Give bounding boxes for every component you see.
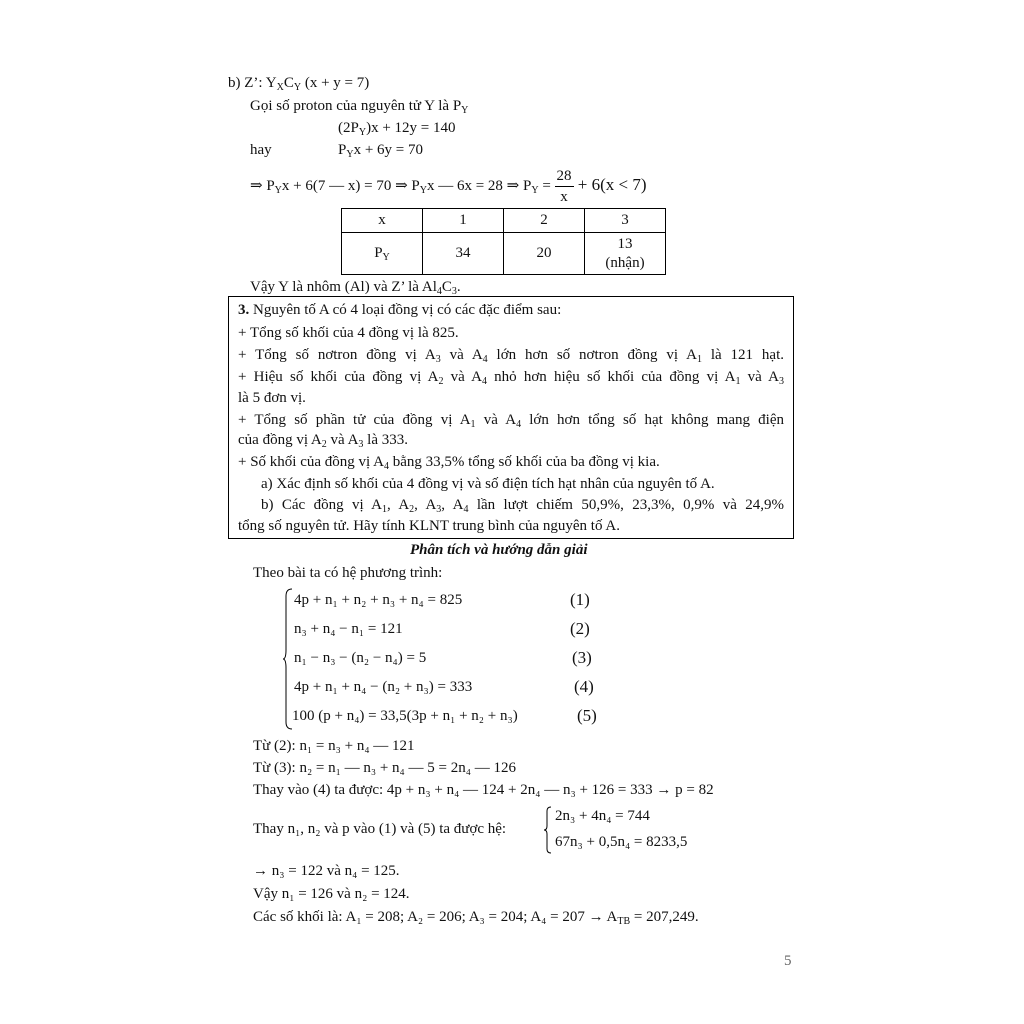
text: x — 6x = 28 ⇒ P — [426, 178, 532, 194]
condition-4-cont — [238, 430, 408, 450]
problem-intro — [238, 300, 561, 320]
derivation-chain — [250, 164, 647, 207]
step-3: Thay vào (4) ta được: 4p + n₃ + n₄ — 124 + 2n₄ — n₃ + 126 = 333 → p = 82 — [253, 782, 714, 798]
subscript: Y — [358, 127, 367, 138]
text: bằng 33,5% tổng số khối của ba đồng vị kia. — [388, 454, 660, 470]
text: (2P — [338, 120, 359, 136]
formula-text: C — [283, 75, 294, 91]
subscript: 2 — [409, 504, 415, 515]
step-7 — [253, 907, 699, 927]
system-eq-3: n₁ − n₃ − (n₂ − n₄) = 5 — [294, 650, 427, 666]
subscript: X — [276, 82, 284, 93]
proton-statement — [250, 96, 468, 116]
text: + Tổng số phần tử của đồng vị A — [238, 412, 471, 428]
text: của đồng vị A — [238, 432, 322, 448]
equation-2 — [338, 140, 423, 160]
text: là 333. — [363, 432, 408, 448]
table-cell: 20 — [504, 233, 585, 275]
text: + 6(x < 7) — [573, 175, 647, 194]
formula-text: Z’: Y — [244, 75, 277, 91]
step-2: Từ (3): n₂ = n₁ — n₃ + n₄ — 5 = 2n₄ — 126 — [253, 760, 516, 776]
denominator: x — [560, 189, 568, 206]
text: Nguyên tố A có 4 loại đồng vị có các đặc điểm sau: — [249, 302, 562, 318]
text: và A — [326, 432, 359, 448]
text: lớn hơn tổng số hạt không mang điện — [521, 412, 784, 428]
hay-label: hay — [250, 142, 272, 158]
subscript: 3 — [436, 504, 442, 515]
system-eq-1: 4p + n₁ + n₂ + n₃ + n₄ = 825 — [294, 592, 463, 608]
step-4: Thay n₁, n₂ và p vào (1) và (5) ta được hệ: — [253, 821, 507, 837]
eq-number-3: (3) — [572, 648, 592, 667]
subscript: 3 — [358, 439, 364, 450]
problem-number: 3. — [238, 302, 250, 318]
text: lần lượt chiếm 50,9%, 23,3%, 0,9% và 24,9% — [468, 497, 784, 513]
text: Các số khối là: A₁ = 208; A₂ = 206; A₃ = 204; A₄ = 207 → A — [253, 909, 618, 925]
text: + Tổng số nơtron đồng vị A — [238, 347, 436, 363]
text: Vậy Y là nhôm (Al) và Z’ là Al — [250, 279, 437, 295]
text: nhỏ hơn hiệu số khối của đồng vị A — [486, 369, 736, 385]
subscript: Y — [461, 105, 469, 116]
conclusion — [250, 277, 461, 297]
condition-1: + Tổng số khối của 4 đồng vị là 825. — [238, 325, 459, 341]
condition-5 — [238, 452, 660, 472]
table-cell: 34 — [423, 233, 504, 275]
condition-4 — [238, 410, 784, 430]
text: (nhận) — [605, 254, 645, 271]
subscript: Y — [419, 185, 427, 196]
system-eq-2: n₃ + n₄ − n₁ = 121 — [294, 621, 403, 637]
subscript: 4 — [481, 376, 487, 387]
text: và A — [440, 347, 483, 363]
solution-heading: Phân tích và hướng dẫn giải — [410, 542, 588, 558]
subscript: 4 — [516, 419, 522, 430]
text: ⇒ P — [250, 178, 275, 194]
text: và A — [443, 369, 482, 385]
text: , A — [414, 497, 437, 513]
text: P — [338, 142, 347, 158]
step-6: Vậy n₁ = 126 và n₂ = 124. — [253, 886, 410, 902]
text: và A — [475, 412, 517, 428]
fraction — [555, 166, 574, 207]
eq-number-5: (5) — [577, 706, 597, 725]
subscript: 2 — [438, 376, 444, 387]
text: = — [538, 178, 555, 194]
problem-3-box — [228, 296, 794, 539]
text: , A — [441, 497, 464, 513]
text: + Hiệu số khối của đồng vị A — [238, 369, 439, 385]
system-eq-4: 4p + n₁ + n₄ − (n₂ + n₃) = 333 — [294, 679, 473, 695]
text: 13 — [617, 235, 633, 252]
table-header-cell: 2 — [504, 209, 585, 233]
subscript: 3 — [778, 376, 784, 387]
subscript: 1 — [470, 419, 476, 430]
text: )x + 12y = 140 — [366, 120, 456, 136]
subscript: 4 — [463, 504, 469, 515]
system-eq-5: 100 (p + n₄) = 33,5(3p + n₁ + n₂ + n₃) — [292, 708, 518, 724]
section-b-header — [228, 73, 369, 93]
numerator: 28 — [555, 166, 574, 187]
step-1: Từ (2): n₁ = n₃ + n₄ — 121 — [253, 738, 415, 754]
condition-3-cont: là 5 đơn vị. — [238, 390, 306, 406]
subscript: Y — [293, 82, 302, 93]
table-header-cell: 3 — [585, 209, 666, 233]
subscript: Y — [274, 185, 282, 196]
text: lớn hơn số nơtron đồng vị A — [487, 347, 697, 363]
subscript: Y — [346, 149, 354, 160]
condition-3 — [238, 367, 784, 387]
text: P — [374, 245, 383, 261]
subscript: 1 — [735, 376, 741, 387]
eq-number-2: (2) — [570, 619, 590, 638]
table-header-cell: 1 — [423, 209, 504, 233]
text: x + 6(7 — x) = 70 ⇒ P — [281, 178, 420, 194]
eq-number-4: (4) — [574, 677, 594, 696]
table-cell — [342, 233, 423, 275]
proton-table — [341, 208, 666, 275]
text: x + 6y = 70 — [353, 142, 423, 158]
subscript: 3 — [435, 354, 441, 365]
subscript: 4 — [436, 286, 442, 297]
question-a: a) Xác định số khối của 4 đồng vị và số điện tích hạt nhân của nguyên tố A. — [261, 476, 715, 492]
text: b) Các đồng vị A — [261, 497, 383, 513]
step-5: → n₃ = 122 và n₄ = 125. — [253, 863, 400, 879]
question-b — [261, 495, 784, 515]
subscript: TB — [617, 916, 631, 927]
text: và A — [740, 369, 779, 385]
sub-system — [544, 804, 744, 854]
condition-text: (x + y = 7) — [304, 75, 370, 91]
subscript: 3 — [451, 286, 457, 297]
text: là 121 hạt. — [701, 347, 784, 363]
text: , A — [387, 497, 410, 513]
subscript: 1 — [382, 504, 388, 515]
subscript: Y — [531, 185, 539, 196]
subscript: 4 — [383, 461, 389, 472]
equation-system — [283, 586, 603, 731]
subscript: Y — [382, 252, 390, 263]
table-cell — [585, 233, 666, 275]
text: Gọi số proton của nguyên tử Y là P — [250, 98, 462, 114]
page-number: 5 — [784, 953, 792, 969]
text: . — [456, 279, 461, 295]
text: C — [441, 279, 452, 295]
eq-number-1: (1) — [570, 590, 590, 609]
equation-1 — [338, 118, 456, 138]
sub-left-brace — [544, 806, 552, 854]
subscript: 1 — [696, 354, 702, 365]
section-label: b) — [228, 75, 241, 91]
condition-2 — [238, 345, 784, 365]
question-b-cont: tổng số nguyên tử. Hãy tính KLNT trung bình của nguyên tố A. — [238, 518, 620, 534]
solution-intro: Theo bài ta có hệ phương trình: — [253, 565, 443, 581]
table-header-cell: x — [342, 209, 423, 233]
sub-eq-2: 67n₃ + 0,5n₄ = 8233,5 — [555, 834, 688, 850]
sub-eq-1: 2n₃ + 4n₄ = 744 — [555, 808, 650, 824]
subscript: 4 — [482, 354, 488, 365]
text: + Số khối của đồng vị A — [238, 454, 384, 470]
text: = 207,249. — [630, 909, 699, 925]
subscript: 2 — [321, 439, 327, 450]
